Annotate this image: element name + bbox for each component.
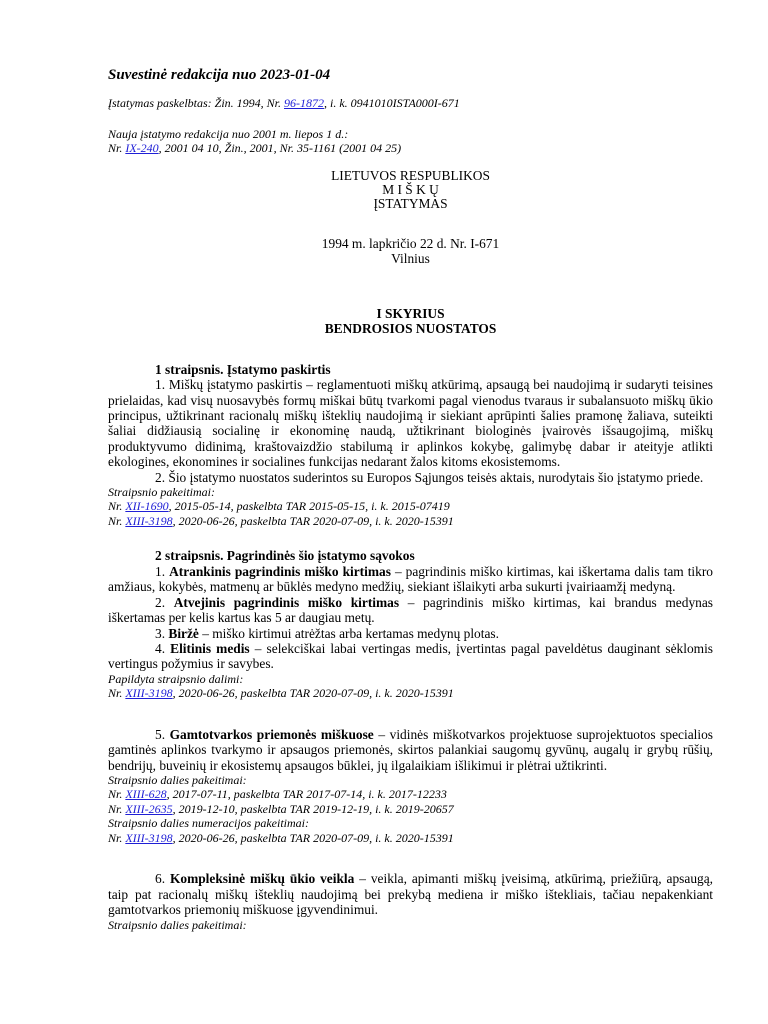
chapter-heading [108, 306, 713, 336]
change-ref [108, 787, 713, 802]
definition-text: – miško kirtimui atrėžtas arba kertamas medynų plotas. [198, 625, 499, 641]
change-prefix: Nr. [108, 830, 126, 845]
law-date: 1994 m. lapkričio 22 d. Nr. I-671 [321, 235, 500, 251]
changes-label: Papildyta straipsnio dalimi: [108, 671, 244, 686]
published-link[interactable]: 96-1872 [284, 96, 325, 110]
definition-term: Kompleksinė miškų ūkio veikla [169, 871, 355, 887]
article-1-paragraph-2: 2. Šio įstatymo nuostatos suderintos su Europos Sąjungos teisės aktais, nurodytais šio įstatymo priede. [155, 469, 704, 485]
change-ref [108, 686, 713, 701]
definition-text: – vidinės miškotvarkos projektuose suprojektuotos specialios gamtinės aplinkos tvarkymo ir apsaugos priemonės, skirtos palankiai saugomų gyvūnų, augalų ir grybų rūšių, bendrijų, buveinių ir ekosistemų apsaugos būklei, jų ilgalaikiam išlikimui ir plėtrai užtikrinti. [108, 726, 713, 773]
publication-info [108, 96, 713, 111]
definition-2 [108, 595, 713, 626]
changes-label: Straipsnio pakeitimai: [108, 484, 215, 499]
definition-4 [108, 641, 713, 672]
published-line [108, 96, 713, 111]
law-date-block [108, 236, 713, 266]
article-1-paragraph-1: 1. Miškų įstatymo paskirtis – reglamentuoti miškų atkūrimą, apsaugą bei naudojimą ir sudaryti teisines prielaidas, kad visų nuosavybės formų miškai būtų tvarkomi pagal vienodus tvaraus ir subalansuoto miškų ūkio principus, užtikrinant racionalų miškų išteklių naudojimą ir siekiant aprūpinti šalies pramonę žaliava, suteikti šaliai didžiausią socialinę ir ekonominę naudą, užtikrinant biologinės įvairovės išsaugojimą, miškų produktyvumo didinimą, kraštovaizdžio stabilumą ir aplinkos kokybę, galimybę dabar ir ateityje atlikti ekologines, ekonomines ir socialines funkcijas nedarant žalos kitoms ekosistemoms. [108, 377, 713, 470]
change-prefix: Nr. [108, 499, 126, 514]
change-suffix: , 2020-06-26, paskelbta TAR 2020-07-09, i. k. 2020-15391 [172, 686, 454, 701]
definition-term: Gamtotvarkos priemonės miškuose [169, 726, 374, 742]
definition-text: – selekciškai labai vertingas medis, įvertintas pagal paveldėtus dauginant sėklomis vertingus požymius ir savybes. [108, 640, 713, 672]
article-2-title: 2 straipsnis. Pagrindinės šio įstatymo sąvokos [155, 548, 415, 564]
change-link[interactable]: XIII-3198 [125, 830, 173, 845]
change-link[interactable]: XIII-628 [125, 787, 167, 802]
document-page [108, 66, 713, 932]
change-suffix: , 2019-12-10, paskelbta TAR 2019-12-19, i. k. 2019-20657 [172, 801, 454, 816]
changes-label: Straipsnio dalies pakeitimai: [108, 917, 247, 932]
published-suffix: , i. k. 0941010ISTA000I-671 [324, 96, 460, 110]
law-place: Vilnius [391, 250, 430, 266]
definition-6-changes [108, 918, 713, 933]
change-prefix: Nr. [108, 787, 126, 802]
definition-term: Biržė [168, 625, 199, 641]
new-edition-prefix: Nr. [108, 141, 126, 155]
change-link[interactable]: XIII-2635 [125, 801, 173, 816]
renumbering-label: Straipsnio dalies numeracijos pakeitimai: [108, 816, 309, 831]
published-prefix: Įstatymas paskelbtas: Žin. 1994, Nr. [108, 96, 285, 110]
law-title-line3: ĮSTATYMAS [373, 196, 448, 212]
definition-term: Atvejinis pagrindinis miško kirtimas [173, 594, 400, 610]
consolidated-edition-heading: Suvestinė redakcija nuo 2023-01-04 [108, 67, 331, 83]
definition-5-changes [108, 773, 713, 846]
change-suffix: , 2020-06-26, paskelbta TAR 2020-07-09, i. k. 2020-15391 [172, 830, 454, 845]
new-edition-info [108, 127, 713, 156]
change-link[interactable]: XIII-3198 [125, 686, 173, 701]
change-ref [108, 514, 713, 529]
chapter-number: I SKYRIUS [376, 305, 445, 321]
definition-1 [108, 564, 713, 595]
new-edition-link[interactable]: IX-240 [125, 141, 159, 155]
change-link[interactable]: XII-1690 [125, 499, 169, 514]
definition-term: Atrankinis pagrindinis miško kirtimas [169, 563, 391, 579]
change-ref [108, 831, 713, 846]
change-suffix: , 2015-05-14, paskelbta TAR 2015-05-15, i. k. 2015-07419 [168, 499, 450, 514]
definition-3 [108, 626, 713, 641]
change-prefix: Nr. [108, 513, 126, 528]
definition-5 [108, 727, 713, 773]
definition-number: 1. [155, 563, 170, 579]
chapter-name: BENDROSIOS NUOSTATOS [324, 320, 497, 336]
change-link[interactable]: XIII-3198 [125, 513, 173, 528]
definition-text: – pagrindinis miško kirtimas, kai brandus medynas iškertamas per kelis kartus kas 5 ar daugiau metų. [108, 594, 713, 626]
new-edition-ref [108, 141, 713, 156]
article-1-changes [108, 485, 713, 529]
change-ref [108, 802, 713, 817]
definition-number: 6. [155, 871, 170, 887]
law-title-line1: LIETUVOS RESPUBLIKOS [331, 167, 490, 183]
changes-label: Straipsnio dalies pakeitimai: [108, 772, 247, 787]
definition-number: 5. [155, 726, 170, 742]
definition-text: – pagrindinis miško kirtimas, kai iškertama dalis tam tikro amžiaus, kokybės, matmenų ar būklės medyno medžių, siekiant išlaikyti arba sukurti įvairiaamžį medyną. [108, 563, 714, 595]
definition-4-changes [108, 672, 713, 701]
change-ref [108, 499, 713, 514]
definition-term: Elitinis medis [170, 640, 250, 656]
new-edition-suffix: , 2001 04 10, Žin., 2001, Nr. 35-1161 (2001 04 25) [158, 141, 402, 155]
law-title-line2: M I Š K Ų [382, 181, 439, 197]
definition-6 [108, 871, 713, 917]
definition-number: 4. [155, 640, 171, 656]
change-suffix: , 2017-07-11, paskelbta TAR 2017-07-14, i. k. 2017-12233 [166, 787, 447, 802]
change-prefix: Nr. [108, 801, 126, 816]
change-suffix: , 2020-06-26, paskelbta TAR 2020-07-09, i. k. 2020-15391 [172, 513, 454, 528]
definition-number: 3. [155, 625, 169, 641]
change-prefix: Nr. [108, 686, 126, 701]
law-title [108, 169, 713, 212]
article-1-title: 1 straipsnis. Įstatymo paskirtis [155, 361, 331, 377]
definition-number: 2. [155, 594, 174, 610]
new-edition-line: Nauja įstatymo redakcija nuo 2001 m. liepos 1 d.: [108, 126, 349, 141]
definition-text: – veikla, apimanti miškų įveisimą, atkūrimą, priežiūrą, apsaugą, taip pat racionalų miškų išteklių naudojimą bei prekybą mediena ir miško ištekliais, tačiau nepakenkiant gamtotvarkos priemonių miškuose įgyvendinimui. [108, 871, 714, 918]
